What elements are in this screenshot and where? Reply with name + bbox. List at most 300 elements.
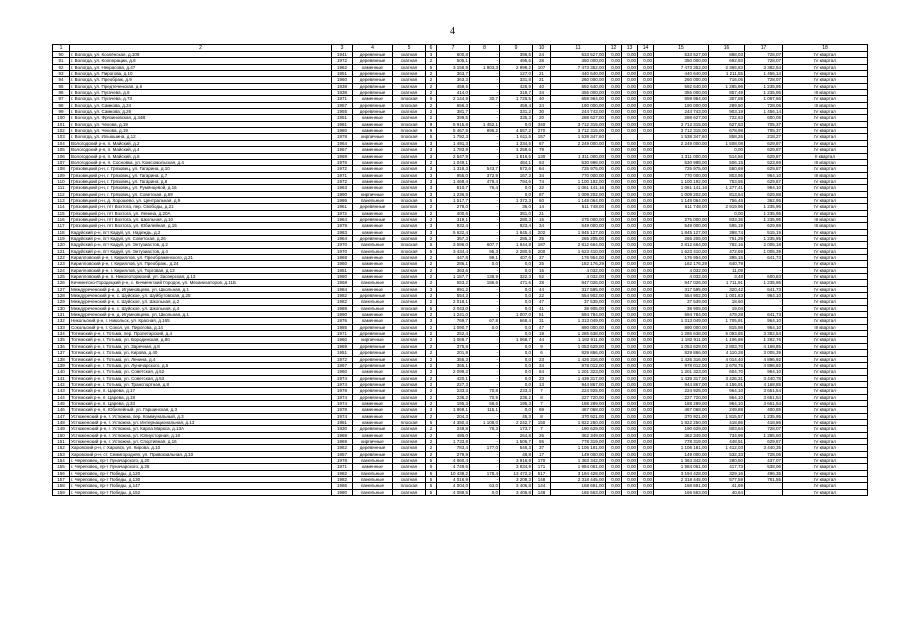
column-number-cell: 3 [332, 45, 353, 52]
table-cell: 447,8 [437, 255, 470, 261]
table-cell: 136 [53, 343, 70, 349]
table-cell: 923,4 [500, 223, 533, 229]
table-cell: 0,00 [638, 147, 654, 153]
table-cell: 533 527,00 [551, 52, 606, 58]
table-cell: 1 903,3 [470, 64, 500, 70]
table-cell: II квартал [783, 153, 868, 159]
table-cell: скатная [393, 204, 426, 210]
table-cell: IV квартал [783, 178, 868, 184]
table-cell: 0,00 [606, 204, 622, 210]
table-cell: 154 [53, 458, 70, 464]
table-cell: 190 000,00 [551, 102, 606, 108]
table-cell: 236,2 [500, 394, 533, 400]
table-cell: 112 [53, 191, 70, 197]
table-cell: 0,00 [606, 343, 622, 349]
table-cell: 1 235,95 [745, 210, 783, 216]
table-cell: 1 285 638,00 [551, 331, 606, 337]
table-cell: Грязовецкий р-н, пгт Вохтога, ул. Юбилейная, д.16 [70, 223, 332, 229]
table-cell: IV квартал [783, 210, 868, 216]
table-cell: IV квартал [783, 71, 868, 77]
table-cell: 365,1 [437, 362, 470, 368]
table-cell: 6 [533, 350, 551, 356]
table-cell: 0,0 [500, 356, 533, 362]
table-cell: - [470, 223, 500, 229]
table-cell: IV квартал [783, 299, 868, 305]
table-cell: панельные [353, 248, 393, 254]
table-cell: 11,09 [709, 267, 745, 273]
table-cell: 17 [533, 451, 551, 457]
table-cell: 1 009 202,00 [551, 191, 606, 197]
table-cell: деревянные [353, 83, 393, 89]
table-cell: 0,00 [638, 458, 654, 464]
table-cell: 1 108,0 [470, 419, 500, 425]
table-cell: 0,00 [622, 90, 638, 96]
table-cell: 0,0 [500, 121, 533, 127]
table-cell: 0,00 [622, 477, 638, 483]
table-cell: 903,19 [709, 109, 745, 115]
table-cell: 1984 [332, 286, 353, 292]
table-cell: 1 100 192,00 [654, 178, 709, 184]
table-cell: 407,6 [500, 255, 533, 261]
table-cell: 0,00 [638, 350, 654, 356]
table-cell: 0,00 [638, 362, 654, 368]
table-cell: 44 [533, 337, 551, 343]
table-cell: 121 [53, 248, 70, 254]
table-cell: плоская [393, 128, 426, 134]
table-cell: IV квартал [783, 394, 868, 400]
table-cell: 1 241,0 [437, 312, 470, 318]
table-cell: 0,00 [606, 255, 622, 261]
table-cell: 143 [53, 388, 70, 394]
table-cell: 2 005,18 [745, 242, 783, 248]
table-cell: каменные [353, 413, 393, 419]
table-cell: IV квартал [783, 438, 868, 444]
table-cell: 479,28 [709, 312, 745, 318]
table-cell: 153 [53, 451, 70, 457]
table-cell: каменные [353, 255, 393, 261]
table-cell: Тотемский р-н, г. Тотьма, пер. Пролетарский, д.4 [70, 331, 332, 337]
table-cell: 8 [533, 394, 551, 400]
table-cell: 3 651,54 [745, 400, 783, 406]
table-cell: 0,00 [606, 90, 622, 96]
table-cell: скатная [393, 299, 426, 305]
table-cell: 21 [533, 71, 551, 77]
table-cell: 34 [533, 90, 551, 96]
table-cell: скатная [393, 261, 426, 267]
table-cell: 0,00 [622, 305, 638, 311]
table-cell: каменные [353, 64, 393, 70]
table-cell: Грязовецкий р-н, пгт Вохтога, ул. Ленина, д.20А [70, 210, 332, 216]
table-cell: 0,00 [622, 267, 638, 273]
table-cell: панельные [353, 489, 393, 495]
table-cell: 40 [533, 96, 551, 102]
table-cell: 0,0 [500, 350, 533, 356]
table-cell: IV квартал [783, 248, 868, 254]
table-cell: 722,63 [709, 115, 745, 121]
table-cell: 41 [533, 305, 551, 311]
table-cell: 2 [426, 394, 437, 400]
table-cell: скатная [393, 280, 426, 286]
table-cell: 1 816,5 [500, 153, 533, 159]
table-cell: 2 [426, 293, 437, 299]
table-cell: 932,4 [437, 223, 470, 229]
table-cell: 4 088,5 [437, 489, 470, 495]
table-cell: 99 [53, 109, 70, 115]
table-cell: скатная [393, 286, 426, 292]
table-cell: 400,6 [437, 210, 470, 216]
table-cell: 1 106,88 [709, 337, 745, 343]
table-cell: 4 896,92 [745, 356, 783, 362]
table-cell: 1964 [332, 216, 353, 222]
table-cell: IV квартал [783, 64, 868, 70]
table-cell: 48,8 [500, 451, 533, 457]
table-cell: каменные [353, 178, 393, 184]
column-number-cell: 7 [437, 45, 470, 52]
table-cell: 572,6 [500, 166, 533, 172]
table-cell: 888,03 [709, 52, 745, 58]
table-cell: IV квартал [783, 204, 868, 210]
table-cell: 0,00 [638, 197, 654, 203]
table-cell: панельные [353, 280, 393, 286]
table-cell: 118 [53, 229, 70, 235]
table-cell: 1 106 181,00 [654, 445, 709, 451]
table-cell: 1 984 061,00 [654, 464, 709, 470]
table-cell: Кирилловский р-н, г. Кириллов, ул. Торговая, д.13 [70, 267, 332, 273]
table-cell: 0,00 [622, 432, 638, 438]
table-cell: 0,0 [500, 375, 533, 381]
table-cell: 140 [53, 369, 70, 375]
table-cell: 2 [426, 388, 437, 394]
table-cell: 1951 [332, 267, 353, 273]
table-cell: деревянные [353, 381, 393, 387]
table-cell: Грязовецкий р-н, д. Хорошево, ул. Центральная, д.9 [70, 197, 332, 203]
table-cell: 5 [426, 197, 437, 203]
table-cell: г. Череповец, пр-т Победы, д.120 [70, 470, 332, 476]
table-cell: 7 473 352,00 [551, 64, 606, 70]
table-cell: 47 [533, 299, 551, 305]
table-cell: скатная [393, 375, 426, 381]
table-cell: 2 144,9 [437, 96, 470, 102]
table-cell: 1969 [332, 438, 353, 444]
table-cell: IV квартал [783, 147, 868, 153]
table-cell: 947 026,00 [551, 280, 606, 286]
table-cell: скатная [393, 267, 426, 273]
table-cell: 629,87 [745, 153, 783, 159]
table-cell: кирпичные [353, 134, 393, 140]
table-cell: 0,00 [622, 489, 638, 495]
table-cell: 1 285,96 [709, 83, 745, 89]
table-cell: - [470, 83, 500, 89]
table-cell: 0,00 [606, 293, 622, 299]
table-cell: 0,00 [638, 445, 654, 451]
table-cell: 275 000,00 [654, 216, 709, 222]
table-cell: 19,04 [709, 305, 745, 311]
table-cell: 2 242,7 [500, 419, 533, 425]
table-cell: Тотемский р-н, г. Тотьма, ул. Ленина, д.4 [70, 356, 332, 362]
table-cell: 0,00 [606, 394, 622, 400]
table-cell: 0,0 [470, 324, 500, 330]
table-cell: 1 311 000,00 [654, 153, 709, 159]
table-cell: 0,00 [638, 305, 654, 311]
table-cell: Кадуйский р-н, пгт Кадуй, ул. Советская, д.26 [70, 235, 332, 241]
table-cell: 116 [53, 216, 70, 222]
table-cell: - [470, 350, 500, 356]
table-cell: IV квартал [783, 400, 868, 406]
table-cell: 1 363 342,00 [551, 458, 606, 464]
table-cell: Грязовецкий р-н, г. Грязовец, ул. Гагарина, д.10 [70, 166, 332, 172]
table-cell: скатная [393, 343, 426, 349]
table-cell: 1972 [332, 178, 353, 184]
table-cell: 0,00 [606, 172, 622, 178]
table-cell: 506,15 [709, 159, 745, 165]
table-cell: 1 235,95 [745, 216, 783, 222]
table-cell: скатная [393, 52, 426, 58]
table-cell: 1 426 316,00 [551, 356, 606, 362]
table-cell: IV квартал [783, 128, 868, 134]
table-cell: - [470, 58, 500, 64]
table-cell: 1930 [332, 426, 353, 432]
table-cell: 0,00 [622, 286, 638, 292]
table-cell: 201,9 [437, 350, 470, 356]
table-cell: Никольский р-н, г. Никольск, ул. Красная, д.165 [70, 318, 332, 324]
table-cell: 233,3 [500, 388, 533, 394]
table-cell: 0,00 [606, 267, 622, 273]
table-cell: 1971 [332, 172, 353, 178]
table-cell: 2 099,2 [437, 369, 470, 375]
table-cell: 317 595,00 [654, 286, 709, 292]
table-cell: 3 440,35 [745, 445, 783, 451]
table-cell: 190 629,00 [654, 426, 709, 432]
table-cell: 0,00 [606, 248, 622, 254]
table-cell: каменные [353, 153, 393, 159]
table-cell: 1 517,7 [437, 197, 470, 203]
table-cell: III квартал [783, 90, 868, 96]
table-cell: IV квартал [783, 83, 868, 89]
table-cell: 0,00 [622, 381, 638, 387]
table-cell: Междуреченский р-н, с. Шуйское, ул. Шуйбутовская, д.25 [70, 293, 332, 299]
table-cell: 30 [533, 109, 551, 115]
table-cell: 1957 [332, 102, 353, 108]
table-cell: 0,00 [638, 394, 654, 400]
table-cell: 1960 [332, 77, 353, 83]
table-cell: 34 [533, 362, 551, 368]
table-cell: Устюженский р-н, г. Устюжна, ул. Юлиусторная, д.18 [70, 432, 332, 438]
table-cell: 2 [426, 451, 437, 457]
table-cell: 418,86 [745, 419, 783, 425]
table-cell: IV квартал [783, 445, 868, 451]
table-cell: 1955 [332, 109, 353, 115]
table-cell: Тотемский р-н, п. Царева, д.19 [70, 394, 332, 400]
table-cell: г. Вологда, ул. Козлёнская, д.109 [70, 52, 332, 58]
table-cell: скатная [393, 445, 426, 451]
table-cell: 363,3 [437, 77, 470, 83]
table-cell: 1 783,9 [437, 147, 470, 153]
table-cell: 1971 [332, 331, 353, 337]
table-cell: 0,00 [622, 293, 638, 299]
table-cell: 2 249 000,00 [654, 140, 709, 146]
table-cell: кирпичные [353, 337, 393, 343]
table-cell: 1 049,1 [437, 159, 470, 165]
table-cell: каменные [353, 115, 393, 121]
table-cell: 182 176,29 [654, 261, 709, 267]
table-cell: 0,00 [622, 248, 638, 254]
table-cell: 1 318,3 [437, 166, 470, 172]
table-cell: - [470, 312, 500, 318]
table-cell: Грязовецкий р-н, пгт Вохтога, ул. Школьная, д.10 [70, 216, 332, 222]
table-cell: IV квартал [783, 96, 868, 102]
table-cell: 1 259,6 [500, 147, 533, 153]
table-cell: каменные [353, 267, 393, 273]
table-cell: 331,8 [500, 77, 533, 83]
table-cell: 978 012,00 [654, 362, 709, 368]
table-cell: кирпичные [353, 191, 393, 197]
table-cell: IV квартал [783, 369, 868, 375]
table-cell: 101 [53, 121, 70, 127]
table-cell: 533 527,00 [654, 52, 709, 58]
table-cell: 1 426 316,00 [654, 356, 709, 362]
table-cell: Харовский р-н, ст. Семигородняя, ул. Привокзальная, д.10 [70, 451, 332, 457]
table-cell: 2 [426, 324, 437, 330]
table-cell: 7 473 352,00 [654, 64, 709, 70]
table-cell: каменные [353, 140, 393, 146]
table-cell: 115 [53, 210, 70, 216]
table-cell: 4 032,00 [551, 274, 606, 280]
table-cell: 0,00 [622, 96, 638, 102]
table-cell: 0,00 [622, 369, 638, 375]
table-cell: 7 [533, 426, 551, 432]
table-cell: - [470, 413, 500, 419]
table-cell: 769,7 [437, 318, 470, 324]
table-cell: Междуреченский р-н, с. Шуйское, ул. Школьная, д.2 [70, 299, 332, 305]
table-cell: 22 [533, 185, 551, 191]
table-cell: IV квартал [783, 407, 868, 413]
table-cell: Устюженский р-н, г. Устюжна, ул. Карла Маркса, д.13А [70, 426, 332, 432]
table-cell: 0,00 [622, 400, 638, 406]
table-cell: 149 000,00 [654, 451, 709, 457]
column-number-cell: 10 [533, 45, 551, 52]
page-number: 4 [450, 26, 455, 37]
table-cell: 280,3 [500, 216, 533, 222]
table-cell: деревянные [353, 52, 393, 58]
table-cell: скатная [393, 356, 426, 362]
table-cell: 5 [426, 134, 437, 140]
table-cell: Вологодский р-н, п. Майский, д.2 [70, 140, 332, 146]
table-cell: каменные [353, 274, 393, 280]
table-cell: 0,00 [622, 115, 638, 121]
table-cell: 0,00 [638, 210, 654, 216]
table-cell: 0,00 [638, 369, 654, 375]
table-cell: 778 319,00 [654, 438, 709, 444]
table-cell: 0,00 [606, 477, 622, 483]
table-cell: 0,00 [606, 242, 622, 248]
table-cell: 9 [533, 343, 551, 349]
table-cell: 0,00 [622, 216, 638, 222]
table-cell: 137 [53, 350, 70, 356]
table-cell: 2 [426, 102, 437, 108]
table-cell: 90 [53, 52, 70, 58]
table-cell: IV квартал [783, 242, 868, 248]
table-cell: Кадуйский р-н, пгт Кадуй, ул. Энтузиастов, д.4 [70, 248, 332, 254]
table-cell: скатная [393, 350, 426, 356]
table-cell: 0,00 [622, 109, 638, 115]
table-cell: 40,64 [709, 489, 745, 495]
table-cell: 398,74 [709, 229, 745, 235]
table-cell: 782,16 [709, 242, 745, 248]
table-cell: 594 784,00 [654, 312, 709, 318]
table-cell: 135 [53, 337, 70, 343]
table-cell: 1 182 911,00 [654, 337, 709, 343]
table-cell: 2 919,96 [709, 204, 745, 210]
table-cell: 0,00 [622, 337, 638, 343]
table-cell: 496,35 [745, 470, 783, 476]
table-cell: 7 [533, 388, 551, 394]
table-cell: 1951 [332, 350, 353, 356]
table-cell: 202 [533, 229, 551, 235]
table-cell: 9 [426, 128, 437, 134]
table-cell: 0,00 [622, 64, 638, 70]
table-cell: 28 [533, 280, 551, 286]
table-cell: 0,00 [638, 121, 654, 127]
table-cell: 70,9 [470, 394, 500, 400]
table-cell: 0,00 [638, 109, 654, 115]
table-cell: 0,00 [638, 90, 654, 96]
table-cell: 600,05 [745, 115, 783, 121]
table-cell: 1957 [332, 451, 353, 457]
table-cell: 5 [426, 96, 437, 102]
table-cell: 37 539,00 [654, 299, 709, 305]
table-cell: 0,00 [622, 242, 638, 248]
table-cell: 28 [533, 58, 551, 64]
table-cell: 1951 [332, 71, 353, 77]
table-cell: 3 [426, 191, 437, 197]
table-cell: скатная [393, 394, 426, 400]
table-cell: плоская [393, 305, 426, 311]
table-cell: 1 148 064,00 [551, 197, 606, 203]
table-cell: 0,00 [622, 58, 638, 64]
table-cell: 3 [426, 223, 437, 229]
table-cell: кирпичные [353, 438, 393, 444]
table-cell: - [470, 216, 500, 222]
table-cell: IV квартал [783, 261, 868, 267]
table-cell: 1 090,7 [437, 324, 470, 330]
table-cell: 554 902,00 [654, 293, 709, 299]
table-cell: 0,00 [638, 438, 654, 444]
table-cell: 44 [533, 286, 551, 292]
table-cell: 0,00 [638, 337, 654, 343]
table-cell: 3 596,0 [437, 242, 470, 248]
table-cell: - [470, 159, 500, 165]
table-cell: 350 000,00 [654, 58, 709, 64]
table-cell: деревянные [353, 58, 393, 64]
table-cell: 1986 [332, 483, 353, 489]
table-cell: 770 000,00 [654, 172, 709, 178]
table-cell: 100 [53, 115, 70, 121]
table-cell: IV квартал [783, 451, 868, 457]
table-cell: IV квартал [783, 413, 868, 419]
table-cell: 0,00 [638, 318, 654, 324]
table-cell: 833,36 [709, 216, 745, 222]
table-cell: каменные [353, 400, 393, 406]
table-cell: 0,00 [606, 178, 622, 184]
table-cell: скатная [393, 312, 426, 318]
table-cell: 810,7 [437, 185, 470, 191]
table-cell: деревянные [353, 388, 393, 394]
table-cell: каменные [353, 312, 393, 318]
table-cell: 0,00 [638, 248, 654, 254]
table-cell: 0,00 [606, 147, 622, 153]
table-cell: 0,00 [638, 381, 654, 387]
table-cell: IV квартал [783, 140, 868, 146]
